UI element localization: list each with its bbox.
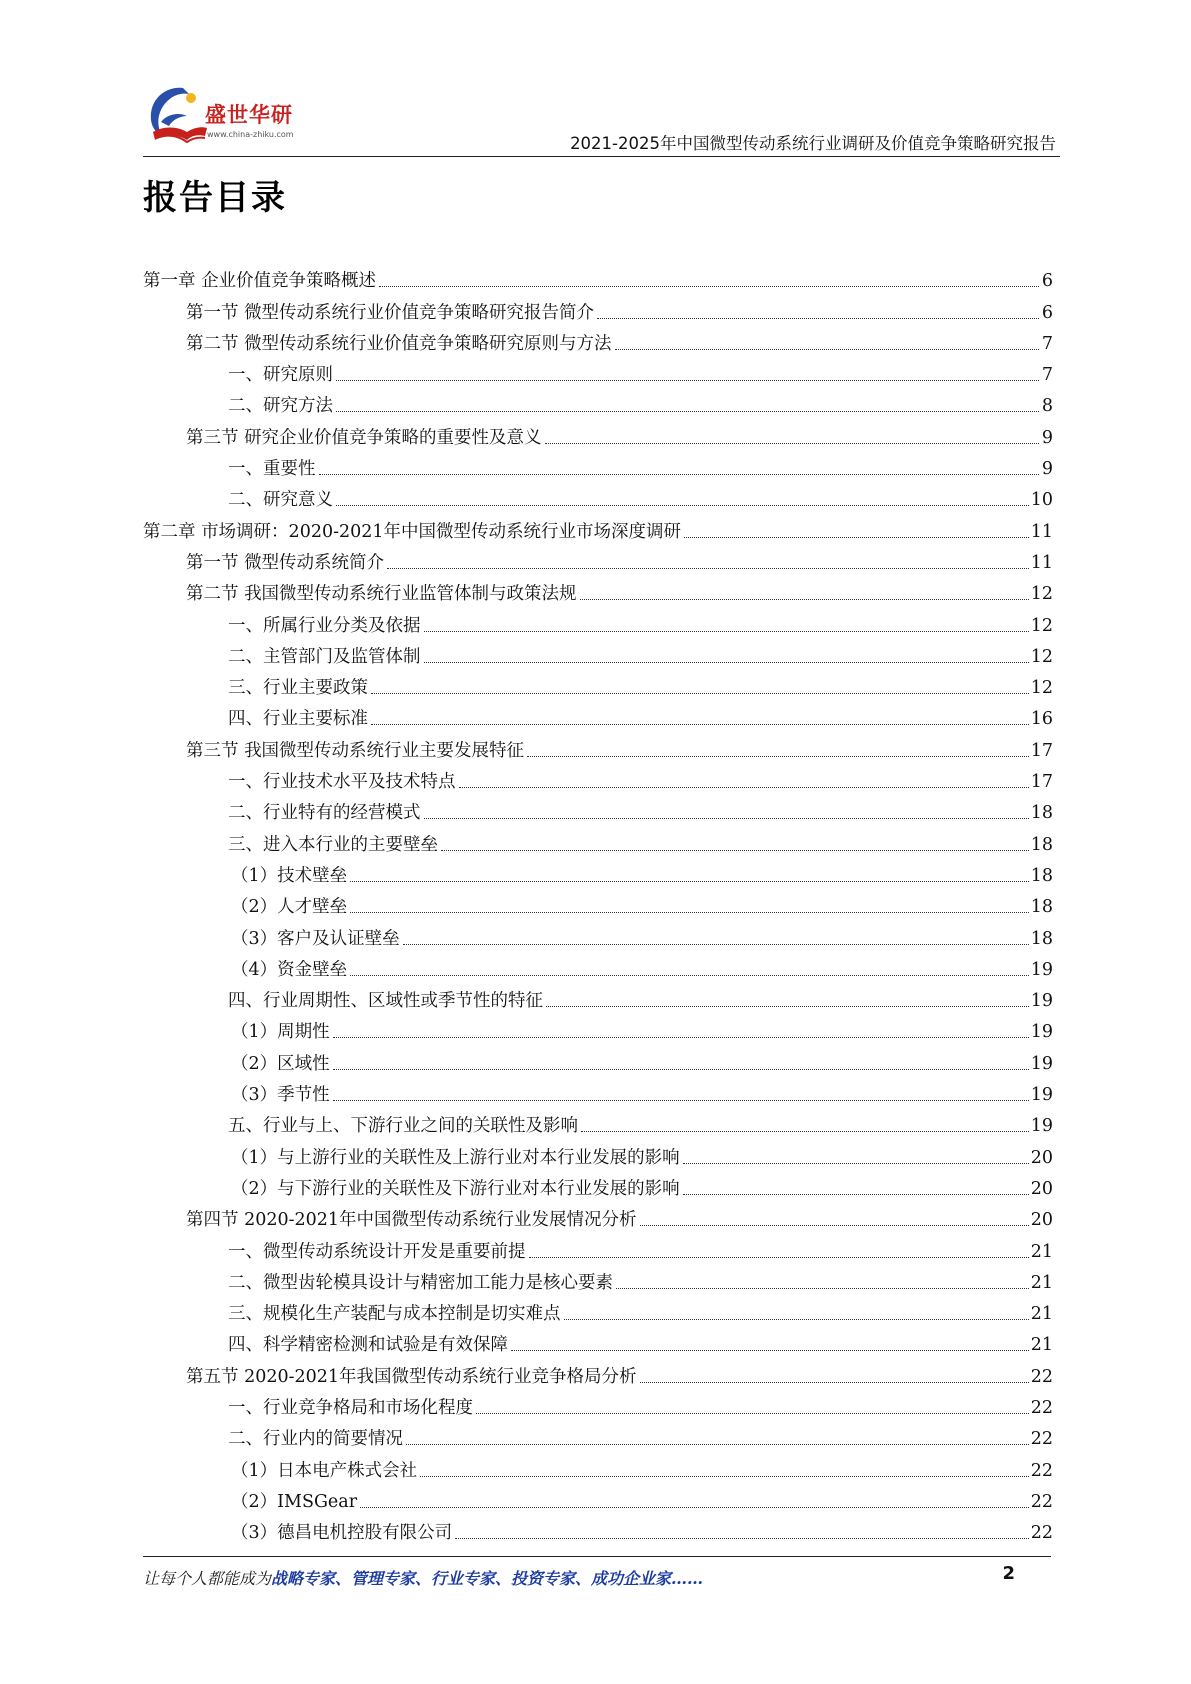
toc-entry-label: 第二节 微型传动系统行业价值竞争策略研究原则与方法 [186,333,612,354]
toc-entry-page: 20 [1030,1147,1053,1168]
toc-entry-page: 18 [1030,834,1053,855]
toc-leader-dots [455,1538,1029,1539]
toc-entry-page: 12 [1030,678,1053,699]
toc-entry[interactable] [143,1514,1053,1545]
toc-entry[interactable] [143,481,1053,512]
toc-entry-label: 第二节 我国微型传动系统行业监管体制与政策法规 [186,584,577,605]
toc-entry-page: 7 [1041,333,1053,354]
toc-entry-page: 19 [1030,1085,1053,1106]
toc-entry-label: （3）德昌电机控股有限公司 [231,1523,453,1544]
toc-entry[interactable] [143,1107,1053,1138]
toc-leader-dots [529,1257,1029,1258]
toc-leader-dots [350,912,1029,913]
toc-entry-label: 二、行业特有的经营模式 [228,803,421,824]
toc-entry[interactable] [143,262,1053,293]
toc-entry[interactable] [143,606,1053,637]
toc-leader-dots [564,1319,1029,1320]
toc-leader-dots [424,631,1029,632]
toc-entry-label: （1）与上游行业的关联性及上游行业对本行业发展的影响 [231,1147,680,1168]
toc-entry-page: 10 [1030,490,1053,511]
page-number: 2 [1002,1563,1015,1584]
toc-entry-label: 二、微型齿轮模具设计与精密加工能力是核心要素 [228,1272,613,1293]
toc-entry[interactable] [143,387,1053,418]
toc-leader-dots [371,693,1029,694]
toc-entry-label: 一、研究原则 [228,365,333,386]
toc-entry[interactable] [143,982,1053,1013]
toc-entry[interactable] [143,1044,1053,1075]
toc-entry[interactable] [143,1483,1053,1514]
toc-entry[interactable] [143,1326,1053,1357]
company-logo [143,82,323,152]
toc-leader-dots [616,1288,1029,1289]
toc-leader-dots [527,756,1029,757]
toc-entry-label: 一、微型传动系统设计开发是重要前提 [228,1241,526,1262]
page-header [143,82,1060,158]
toc-entry[interactable] [143,1357,1053,1388]
toc-entry[interactable] [143,544,1053,575]
toc-leader-dots [371,724,1029,725]
toc-leader-dots [684,537,1029,538]
toc-leader-dots [406,1444,1029,1445]
toc-entry-label: （3）季节性 [231,1085,330,1106]
toc-entry[interactable] [143,1232,1053,1263]
toc-entry-page: 9 [1041,459,1053,480]
logo-wordmark: 盛世华研 [205,103,293,127]
toc-entry-page: 22 [1030,1460,1053,1481]
toc-entry[interactable] [143,293,1053,324]
toc-leader-dots [403,944,1029,945]
toc-leader-dots [580,599,1029,600]
toc-leader-dots [420,1476,1029,1477]
toc-entry[interactable] [143,512,1053,543]
toc-leader-dots [333,1100,1029,1101]
toc-entry[interactable] [143,450,1053,481]
toc-entry-page: 21 [1030,1335,1053,1356]
toc-entry-page: 19 [1030,991,1053,1012]
toc-entry[interactable] [143,356,1053,387]
toc-entry-page: 19 [1030,1116,1053,1137]
toc-entry-page: 22 [1030,1366,1053,1387]
toc-leader-dots [441,850,1029,851]
toc-entry[interactable] [143,1201,1053,1232]
toc-entry[interactable] [143,1451,1053,1482]
toc-entry-label: （2）区域性 [231,1053,330,1074]
toc-entry-label: 第四节 2020-2021年中国微型传动系统行业发展情况分析 [186,1210,637,1231]
toc-leader-dots [333,1037,1029,1038]
toc-entry-label: 第三节 我国微型传动系统行业主要发展特征 [186,740,525,761]
page-heading: 报告目录 [143,178,287,218]
toc-entry-page: 21 [1030,1272,1053,1293]
toc-entry[interactable] [143,1295,1053,1326]
toc-entry[interactable] [143,1170,1053,1201]
toc-entry-label: 二、研究方法 [228,396,333,417]
toc-entry-page: 16 [1030,709,1053,730]
toc-entry-page: 22 [1030,1429,1053,1450]
toc-leader-dots [615,349,1039,350]
toc-entry-label: 一、行业技术水平及技术特点 [228,772,456,793]
toc-entry-label: 四、科学精密检测和试验是有效保障 [228,1335,508,1356]
toc-leader-dots [581,1131,1029,1132]
toc-entry-page: 12 [1030,615,1053,636]
toc-entry-label: 第一节 微型传动系统行业价值竞争策略研究报告简介 [186,302,595,323]
toc-entry-page: 12 [1030,584,1053,605]
toc-leader-dots [336,380,1039,381]
toc-entry[interactable] [143,669,1053,700]
toc-entry-page: 19 [1030,1053,1053,1074]
toc-entry-label: 第二章 市场调研：2020-2021年中国微型传动系统行业市场深度调研 [143,521,682,542]
toc-entry-page: 11 [1030,552,1053,573]
toc-leader-dots [379,286,1039,287]
toc-entry-label: 三、规模化生产装配与成本控制是切实难点 [228,1304,561,1325]
toc-entry[interactable] [143,919,1053,950]
logo-url: www.china-zhiku.com [207,130,294,139]
toc-entry-label: 三、进入本行业的主要壁垒 [228,834,438,855]
toc-leader-dots [424,818,1029,819]
toc-leader-dots [683,1163,1029,1164]
toc-entry-page: 18 [1030,928,1053,949]
toc-entry-label: （2）人才壁垒 [231,897,348,918]
toc-entry-page: 19 [1030,1022,1053,1043]
toc-entry-page: 7 [1041,365,1053,386]
toc-leader-dots [319,474,1040,475]
footer-slogan-highlight: 战略专家、管理专家、行业专家、投资专家、成功企业家…… [271,1569,704,1588]
toc-entry[interactable] [143,857,1053,888]
toc-entry[interactable] [143,888,1053,919]
toc-leader-dots [424,662,1029,663]
toc-entry-page: 18 [1030,803,1053,824]
toc-leader-dots [350,881,1029,882]
toc-entry-label: 四、行业主要标准 [228,709,368,730]
toc-entry-label: 五、行业与上、下游行业之间的关联性及影响 [228,1116,578,1137]
toc-entry-page: 8 [1041,396,1053,417]
toc-entry-label: 四、行业周期性、区域性或季节性的特征 [228,991,543,1012]
toc-entry-label: 一、所属行业分类及依据 [228,615,421,636]
toc-entry-page: 6 [1041,271,1053,292]
toc-entry-page: 12 [1030,646,1053,667]
toc-entry-page: 22 [1030,1523,1053,1544]
toc-entry-label: 第五节 2020-2021年我国微型传动系统行业竞争格局分析 [186,1366,637,1387]
toc-entry-label: 三、行业主要政策 [228,678,368,699]
toc-entry[interactable] [143,638,1053,669]
toc-entry-label: 第三节 研究企业价值竞争策略的重要性及意义 [186,427,542,448]
toc-entry-label: 一、行业竞争格局和市场化程度 [228,1397,473,1418]
toc-entry[interactable] [143,731,1053,762]
toc-entry-page: 17 [1030,740,1053,761]
toc-leader-dots [546,1006,1029,1007]
toc-leader-dots [336,411,1039,412]
footer-slogan [143,1566,703,1589]
toc-entry-label: 二、行业内的简要情况 [228,1429,403,1450]
toc-leader-dots [640,1225,1029,1226]
toc-entry-label: （1）周期性 [231,1022,330,1043]
footer-slogan-prefix: 让每个人都能成为 [143,1569,272,1588]
toc-entry[interactable] [143,794,1053,825]
toc-entry-label: 第一节 微型传动系统简介 [186,552,385,573]
toc-entry-label: （4）资金壁垒 [231,959,348,980]
toc-entry[interactable] [143,575,1053,606]
toc-entry-label: 二、研究意义 [228,490,333,511]
toc-entry-label: （2）与下游行业的关联性及下游行业对本行业发展的影响 [231,1178,680,1199]
toc-leader-dots [640,1382,1029,1383]
toc-entry-page: 6 [1041,302,1053,323]
toc-entry-label: 二、主管部门及监管体制 [228,646,421,667]
toc-entry-label: （1）技术壁垒 [231,865,348,886]
toc-entry-label: 一、重要性 [228,459,316,480]
toc-entry[interactable] [143,1420,1053,1451]
toc-leader-dots [336,505,1029,506]
toc-entry[interactable] [143,325,1053,356]
toc-entry[interactable] [143,951,1053,982]
toc-entry-page: 18 [1030,865,1053,886]
toc-leader-dots [683,1194,1029,1195]
toc-leader-dots [333,1069,1029,1070]
toc-entry[interactable] [143,763,1053,794]
header-divider [143,156,1060,157]
toc-leader-dots [476,1413,1029,1414]
toc-entry-page: 21 [1030,1241,1053,1262]
footer-divider [143,1556,1051,1557]
toc-entry[interactable] [143,1264,1053,1295]
toc-entry[interactable] [143,1138,1053,1169]
toc-entry-page: 20 [1030,1178,1053,1199]
toc-entry-page: 21 [1030,1304,1053,1325]
report-title: 2021-2025年中国微型传动系统行业调研及价值竞争策略研究报告 [570,134,1056,153]
toc-entry[interactable] [143,825,1053,856]
toc-leader-dots [597,318,1039,319]
toc-entry[interactable] [143,1389,1053,1420]
table-of-contents [143,262,1053,1545]
toc-entry-page: 18 [1030,897,1053,918]
toc-entry-page: 22 [1030,1397,1053,1418]
toc-entry-page: 17 [1030,772,1053,793]
toc-entry-label: （3）客户及认证壁垒 [231,928,400,949]
toc-entry-page: 9 [1041,427,1053,448]
toc-entry-page: 19 [1030,959,1053,980]
toc-leader-dots [360,1507,1029,1508]
toc-leader-dots [387,568,1029,569]
toc-leader-dots [350,975,1029,976]
toc-entry-label: 第一章 企业价值竞争策略概述 [143,271,377,292]
toc-leader-dots [459,787,1029,788]
toc-entry[interactable] [143,1076,1053,1107]
toc-entry-page: 11 [1030,521,1053,542]
toc-entry[interactable] [143,418,1053,449]
logo-emblem-icon [143,82,209,148]
toc-entry-label: （1）日本电产株式会社 [231,1460,418,1481]
toc-entry[interactable] [143,1013,1053,1044]
toc-entry-page: 22 [1030,1491,1053,1512]
toc-entry-label: （2）IMSGear [231,1491,358,1512]
toc-entry[interactable] [143,700,1053,731]
toc-leader-dots [511,1350,1029,1351]
toc-entry-page: 20 [1030,1210,1053,1231]
toc-leader-dots [545,443,1039,444]
